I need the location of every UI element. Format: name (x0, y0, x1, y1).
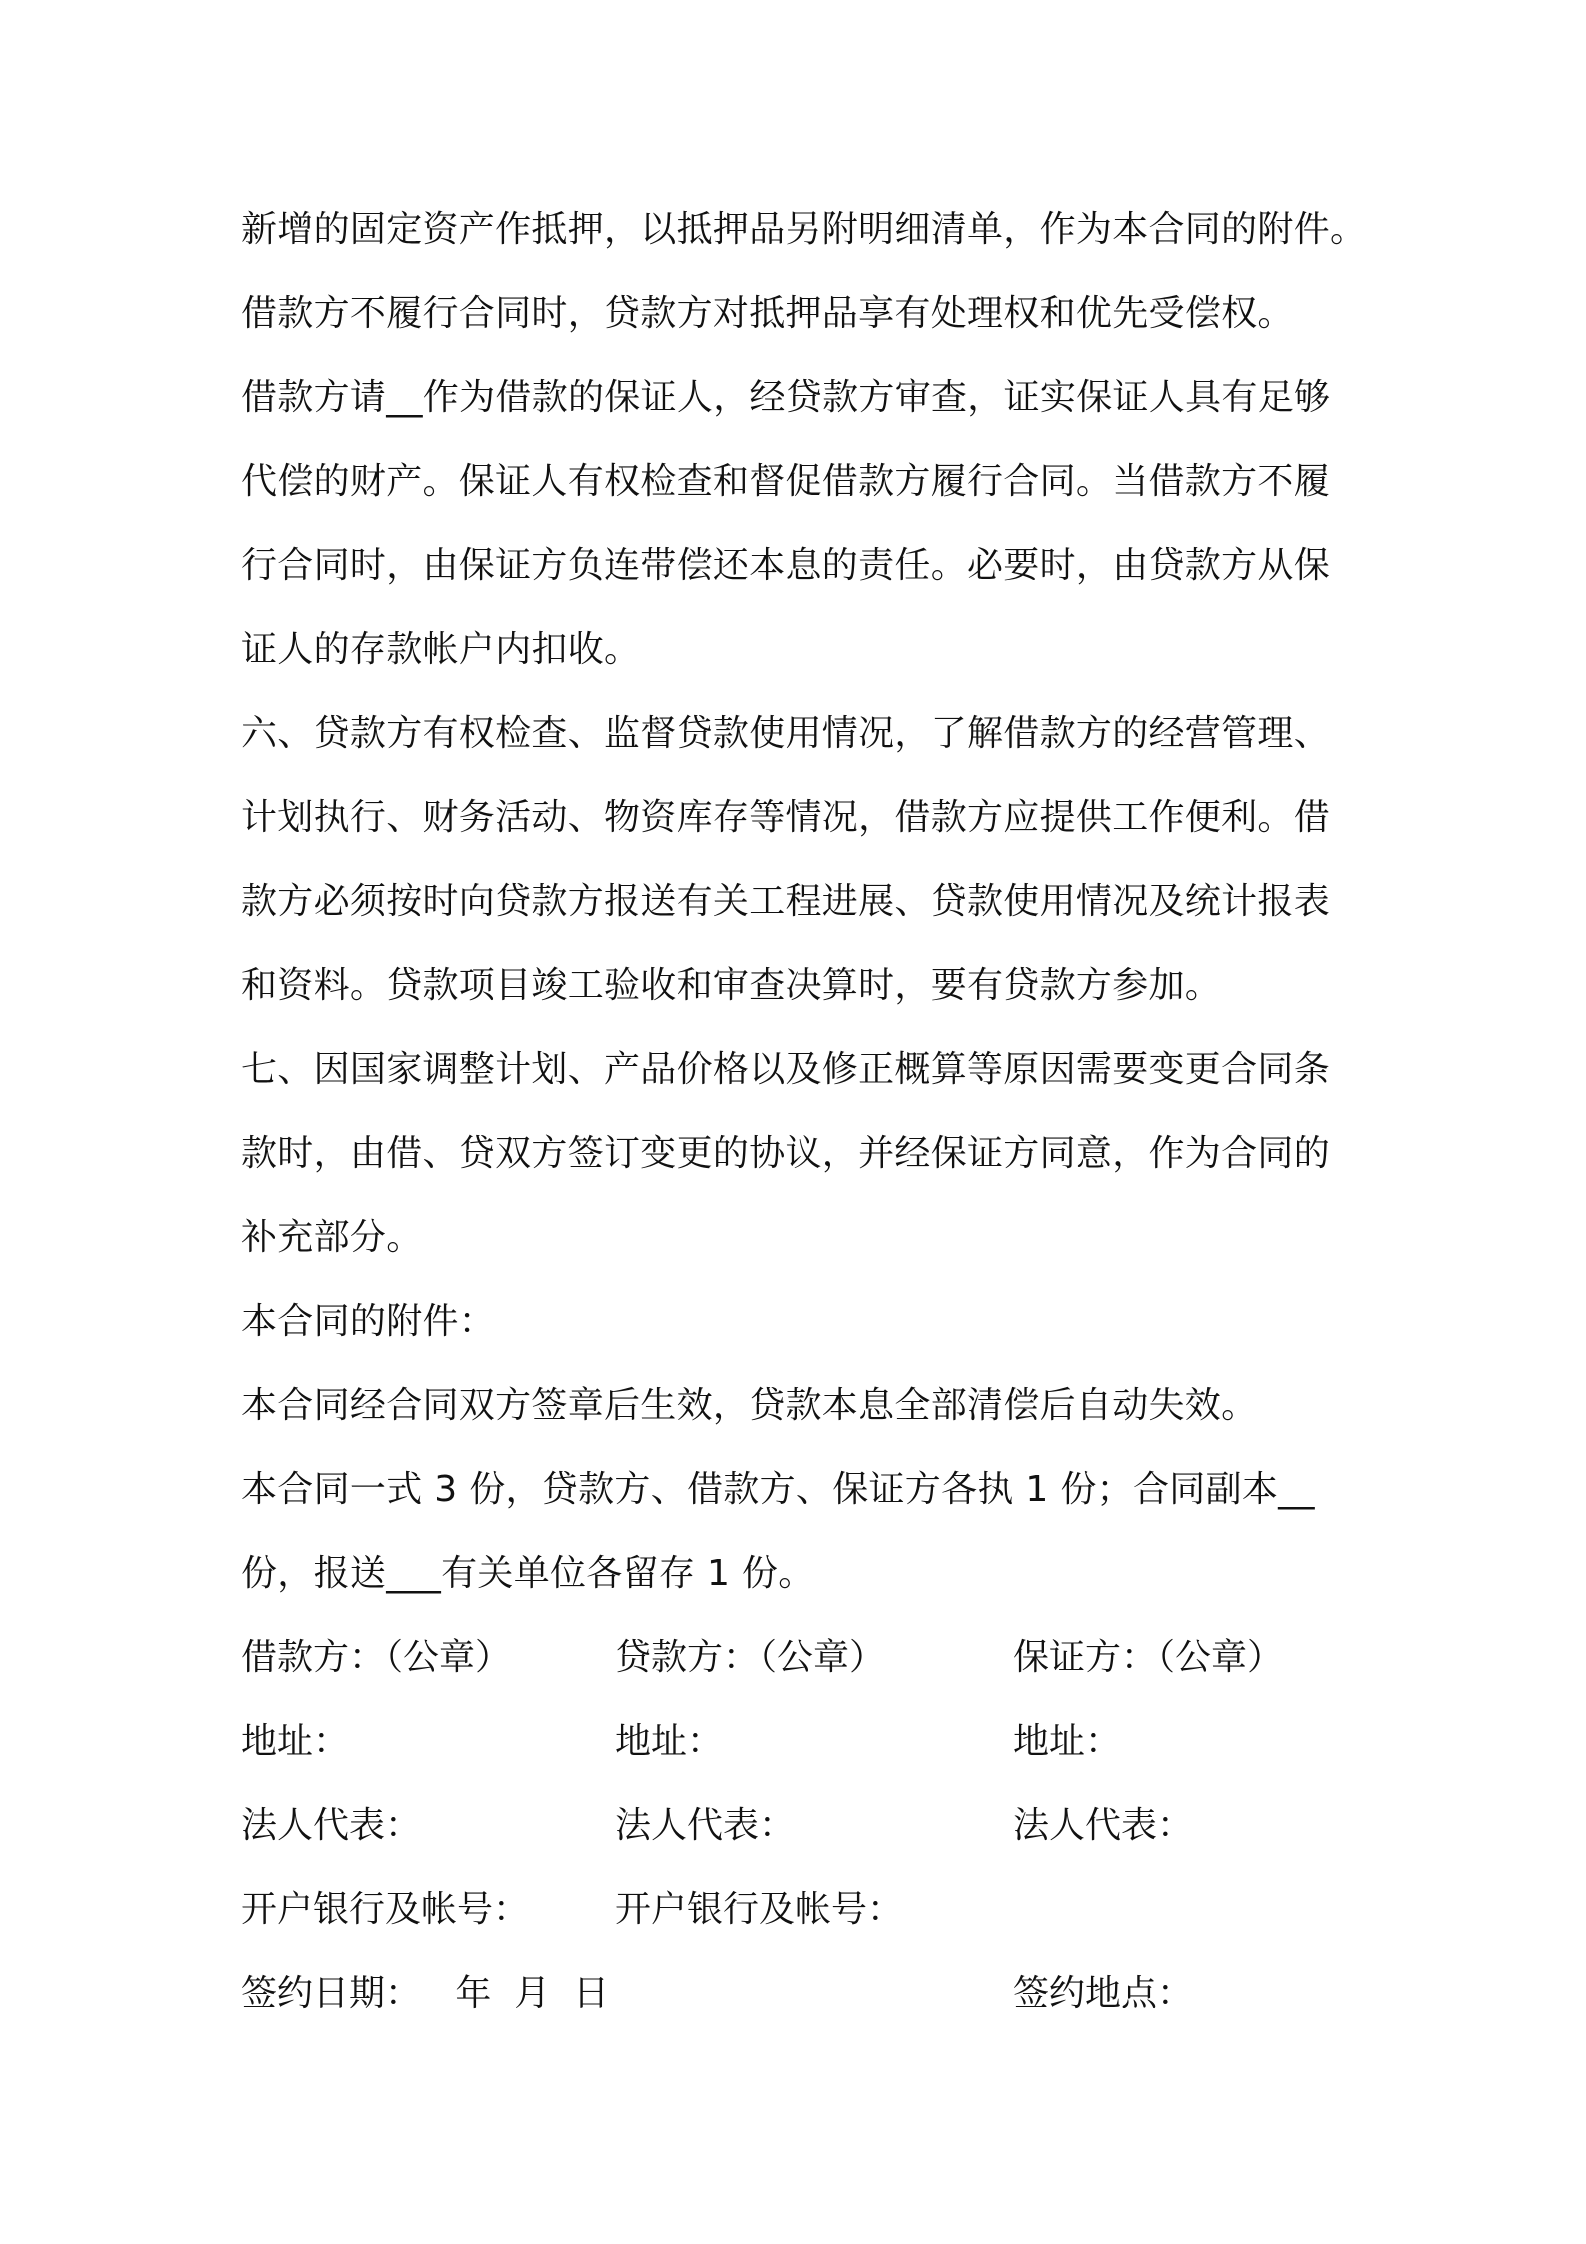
paragraph-line: 证人的存款帐户内扣收。 (241, 629, 641, 670)
paragraph-line: 和资料。贷款项目竣工验收和审查决算时，要有贷款方参加。 (241, 965, 1222, 1006)
borrower-bank-account-label: 开户银行及帐号： (241, 1889, 530, 1930)
paragraph-line: 六、贷款方有权检查、监督贷款使用情况，了解借款方的经营管理、 (241, 713, 1331, 754)
paragraph-line: 计划执行、财务活动、物资库存等情况，借款方应提供工作便利。借 (241, 797, 1331, 838)
sign-date-label: 签约日期： 年 月 日 (241, 1973, 610, 2014)
paragraph-line: 款方必须按时向贷款方报送有关工程进展、贷款使用情况及统计报表 (241, 881, 1331, 922)
lender-seal-label: 贷款方：（公章） (615, 1637, 886, 1678)
paragraph-line: 行合同时，由保证方负连带偿还本息的责任。必要时，由贷款方从保 (241, 545, 1331, 586)
sign-place-label: 签约地点： (1013, 1973, 1194, 2014)
paragraph-line: 补充部分。 (241, 1217, 423, 1258)
paragraph-line: 借款方请__作为借款的保证人，经贷款方审查，证实保证人具有足够 (241, 377, 1331, 418)
borrower-address-label: 地址： (241, 1721, 350, 1762)
lender-representative-label: 法人代表： (615, 1805, 796, 1846)
paragraph-line: 份，报送___有关单位各留存 1 份。 (241, 1553, 815, 1594)
guarantor-address-label: 地址： (1013, 1721, 1122, 1762)
paragraph-line: 新增的固定资产作抵押，以抵押品另附明细清单，作为本合同的附件。 (241, 209, 1367, 250)
borrower-representative-label: 法人代表： (241, 1805, 422, 1846)
paragraph-line: 代偿的财产。保证人有权检查和督促借款方履行合同。当借款方不履 (241, 461, 1331, 502)
paragraph-line: 本合同经合同双方签章后生效，贷款本息全部清偿后自动失效。 (241, 1385, 1258, 1426)
lender-address-label: 地址： (615, 1721, 724, 1762)
paragraph-line: 本合同的附件： (241, 1301, 496, 1342)
lender-bank-account-label: 开户银行及帐号： (615, 1889, 904, 1930)
borrower-seal-label: 借款方：（公章） (241, 1637, 512, 1678)
paragraph-line: 本合同一式 3 份，贷款方、借款方、保证方各执 1 份；合同副本__ (241, 1469, 1315, 1510)
guarantor-representative-label: 法人代表： (1013, 1805, 1194, 1846)
paragraph-line: 七、因国家调整计划、产品价格以及修正概算等原因需要变更合同条 (241, 1049, 1331, 1090)
guarantor-seal-label: 保证方：（公章） (1013, 1637, 1284, 1678)
paragraph-line: 款时，由借、贷双方签订变更的协议，并经保证方同意，作为合同的 (241, 1133, 1331, 1174)
paragraph-line: 借款方不履行合同时，贷款方对抵押品享有处理权和优先受偿权。 (241, 293, 1294, 334)
